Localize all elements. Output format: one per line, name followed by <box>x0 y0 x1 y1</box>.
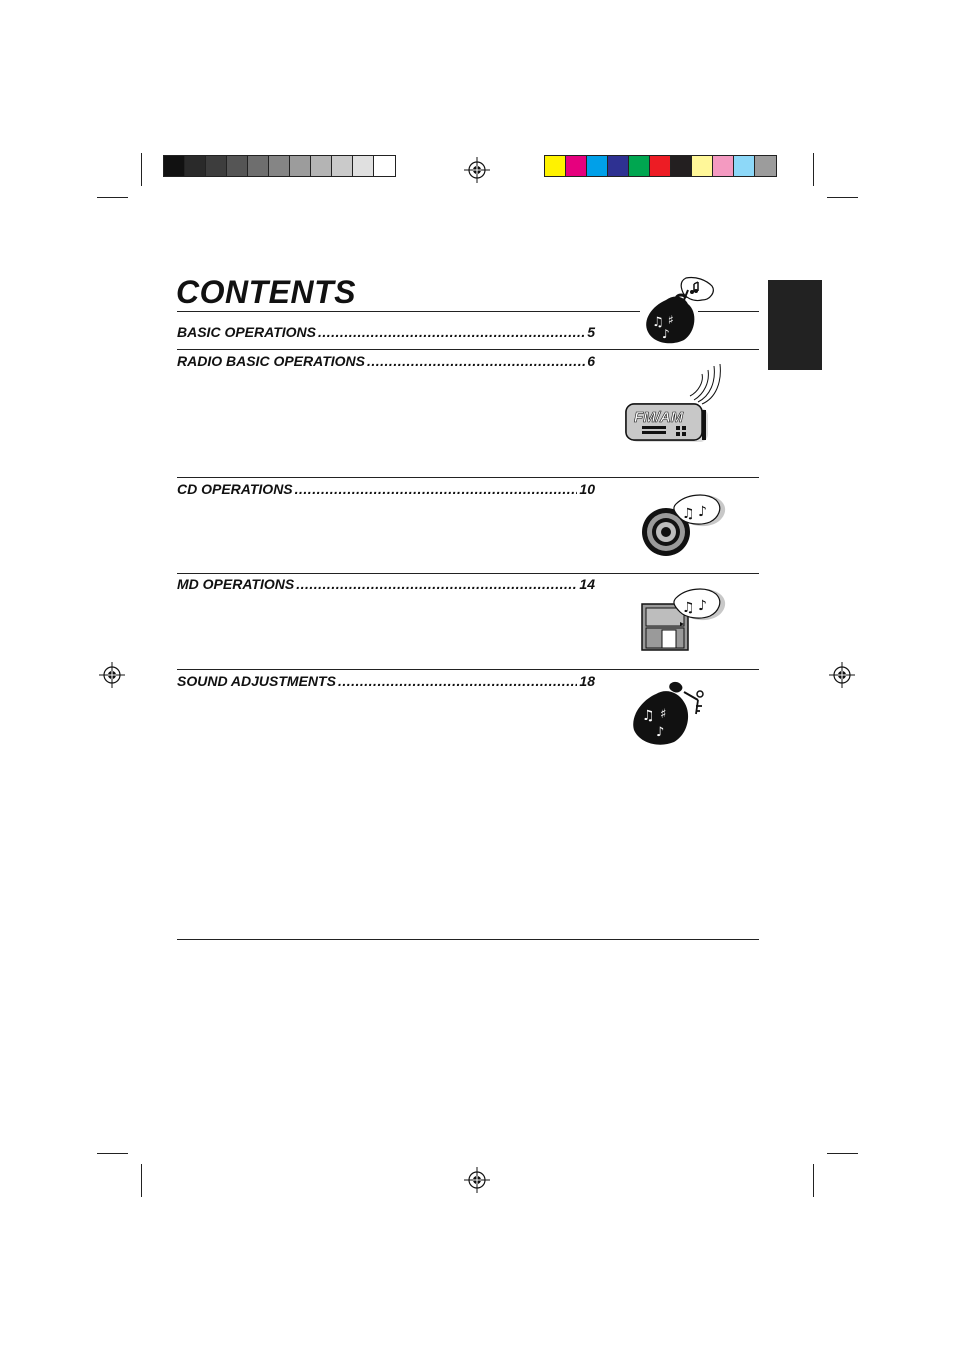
calibration-swatch <box>734 156 755 176</box>
color-calibration-bar <box>544 155 777 177</box>
radio-icon <box>624 362 724 446</box>
svg-text:♪: ♪ <box>656 725 665 740</box>
calibration-swatch <box>650 156 671 176</box>
toc-entry[interactable] <box>177 576 595 592</box>
toc-entry-label: SOUND ADJUSTMENTS <box>177 673 336 689</box>
section-tab <box>768 280 822 370</box>
calibration-swatch <box>374 156 395 176</box>
toc-leader <box>338 673 577 689</box>
svg-text:♯: ♯ <box>668 313 674 327</box>
crop-mark <box>827 197 858 198</box>
toc-entry-page: 10 <box>579 481 595 497</box>
crop-mark <box>141 153 142 186</box>
toc-entry[interactable] <box>177 673 595 689</box>
calibration-swatch <box>206 156 227 176</box>
sound-bag-icon <box>630 680 720 750</box>
title-rule <box>177 311 640 312</box>
md-icon <box>640 586 730 654</box>
svg-text:♪: ♪ <box>698 598 707 614</box>
bottom-rule <box>177 939 759 940</box>
calibration-swatch <box>692 156 713 176</box>
calibration-swatch <box>545 156 566 176</box>
crop-mark <box>141 1164 142 1197</box>
section-rule <box>177 573 759 574</box>
crop-mark <box>813 1164 814 1197</box>
calibration-swatch <box>587 156 608 176</box>
cd-icon <box>640 490 730 560</box>
svg-text:♯: ♯ <box>660 707 667 722</box>
music-bag-icon <box>640 276 720 348</box>
calibration-swatch <box>713 156 734 176</box>
radio-label: FM/AM <box>634 409 684 426</box>
calibration-swatch <box>164 156 185 176</box>
calibration-swatch <box>290 156 311 176</box>
toc-leader <box>295 481 578 497</box>
svg-text:♫: ♫ <box>642 708 655 724</box>
toc-entry-page: 6 <box>587 353 595 369</box>
toc-entry-page: 18 <box>579 673 595 689</box>
calibration-swatch <box>671 156 692 176</box>
calibration-swatch <box>311 156 332 176</box>
registration-mark-icon <box>829 662 855 688</box>
crop-mark <box>97 1153 128 1154</box>
crop-mark <box>827 1153 858 1154</box>
toc-entry[interactable] <box>177 481 595 497</box>
toc-leader <box>318 324 585 340</box>
toc-entry[interactable] <box>177 324 595 340</box>
grayscale-calibration-bar <box>163 155 396 177</box>
section-rule <box>177 477 759 478</box>
toc-entry-label: RADIO BASIC OPERATIONS <box>177 353 365 369</box>
calibration-swatch <box>353 156 374 176</box>
svg-text:♫: ♫ <box>682 506 695 522</box>
section-rule <box>177 669 759 670</box>
toc-entry-label: MD OPERATIONS <box>177 576 295 592</box>
toc-entry-label: BASIC OPERATIONS <box>177 324 316 340</box>
calibration-swatch <box>608 156 629 176</box>
registration-mark-icon <box>464 157 490 183</box>
toc-entry[interactable] <box>177 353 595 369</box>
calibration-swatch <box>566 156 587 176</box>
calibration-swatch <box>755 156 776 176</box>
registration-mark-icon <box>464 1167 490 1193</box>
section-rule <box>177 349 759 350</box>
crop-mark <box>813 153 814 186</box>
toc-entry-page: 14 <box>579 576 595 592</box>
calibration-swatch <box>332 156 353 176</box>
toc-entry-page: 5 <box>587 324 595 340</box>
calibration-swatch <box>227 156 248 176</box>
page-title: CONTENTS <box>176 274 356 310</box>
crop-mark <box>97 197 128 198</box>
calibration-swatch <box>185 156 206 176</box>
svg-text:♪: ♪ <box>698 504 707 520</box>
svg-text:♪: ♪ <box>662 327 670 341</box>
calibration-swatch <box>248 156 269 176</box>
calibration-swatch <box>269 156 290 176</box>
calibration-swatch <box>629 156 650 176</box>
toc-leader <box>296 576 577 592</box>
toc-leader <box>367 353 585 369</box>
svg-text:♫: ♫ <box>682 600 695 616</box>
toc-entry-label: CD OPERATIONS <box>177 481 293 497</box>
svg-text:♫: ♫ <box>652 315 664 330</box>
registration-mark-icon <box>99 662 125 688</box>
